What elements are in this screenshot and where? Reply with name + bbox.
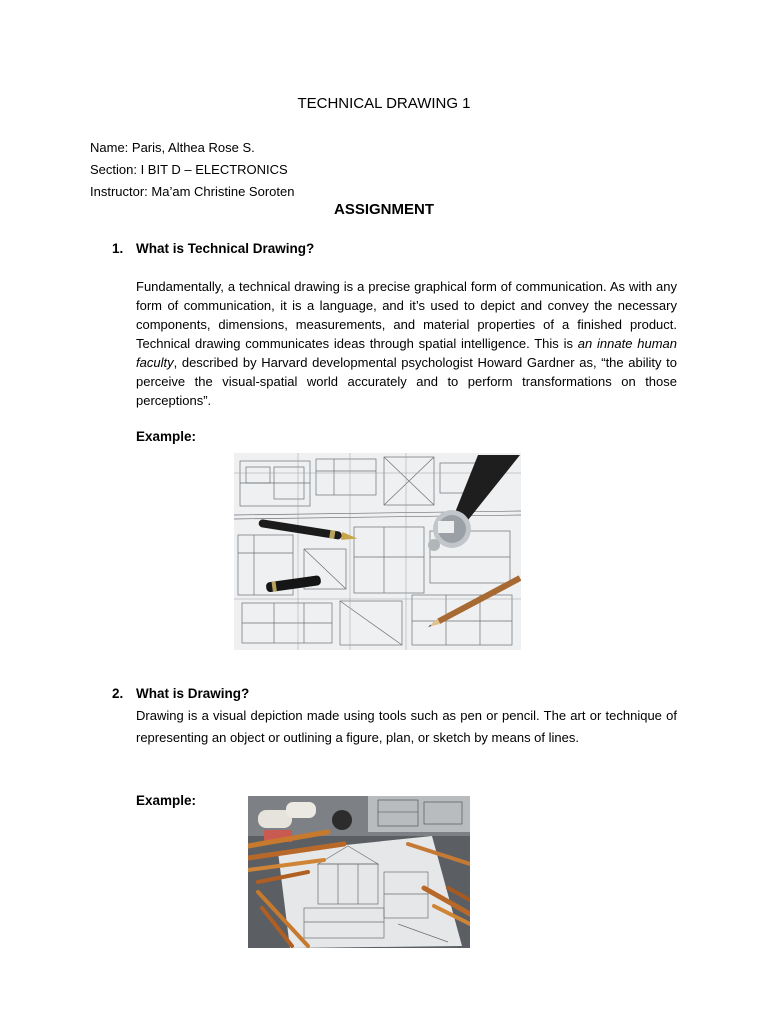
technical-drawing-photo [234, 453, 521, 650]
drawing-photo [248, 796, 470, 948]
document-title: TECHNICAL DRAWING 1 [297, 95, 471, 112]
question-1-heading [112, 241, 314, 256]
question-2-answer: Drawing is a visual depiction made using tools such as pen or pencil. The art or technique of representing an object or outlining a figure, plan, or sketch by means of lines. [136, 708, 677, 745]
question-1-number: 1. [112, 241, 124, 256]
assignment-heading: ASSIGNMENT [333, 201, 434, 218]
answer-1-text-start: Fundamentally, a technical drawing is a precise graphical form of communication. As with any form of communication, it is a language, and it’s used to depict and convey the necessary components, dimensions, measurements, and material properties of a finished product. Technical drawing communicates ideas through spatial intelligence. This is [136, 279, 677, 351]
question-1-title: What is Technical Drawing? [136, 241, 315, 256]
example-2-label: Example: [136, 793, 197, 808]
question-2-number: 2. [112, 686, 124, 701]
instructor-line: Instructor: Ma’am Christine Soroten [90, 184, 295, 199]
answer-1-text-end: , described by Harvard developmental psychologist Howard Gardner as, “the ability to perceive the visual-spatial world accurately and to perform transformations on those perceptions”. [136, 355, 677, 408]
section-line: Section: I BIT D – ELECTRONICS [90, 162, 288, 177]
answer-1-emphasis: an innate human faculty [136, 336, 677, 370]
question-2-heading [112, 686, 249, 701]
name-line: Name: Paris, Althea Rose S. [90, 140, 255, 155]
question-1-answer [136, 277, 677, 410]
example-1-label: Example: [136, 429, 197, 444]
question-2-title: What is Drawing? [136, 686, 250, 701]
